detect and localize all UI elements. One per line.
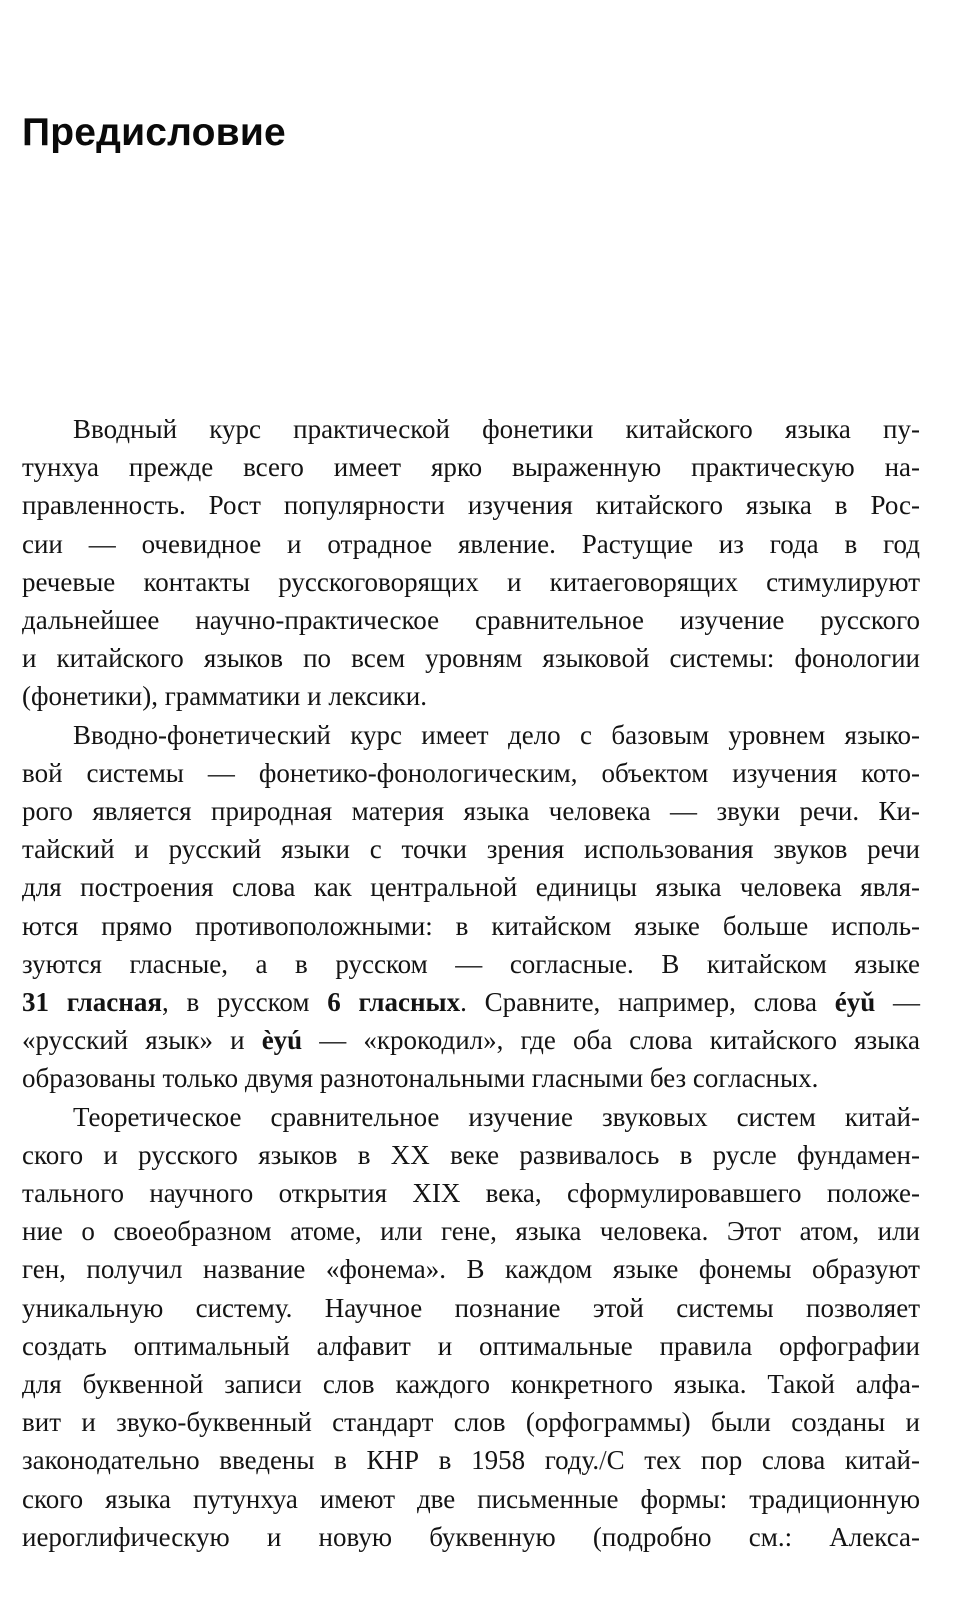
text-line: создать оптимальный алфавит и оптимальные правила орфографии	[22, 1330, 920, 1361]
text-line: Теоретическое сравнительное изучение звуковых систем китай-	[73, 1101, 920, 1132]
text-line: тального научного открытия XIX века, сформулировавшего положе-	[22, 1178, 920, 1209]
text-line: Вводный курс практической фонетики китайского языка пу-	[73, 414, 920, 444]
text-line: (фонетики), грамматики и лексики.	[22, 681, 427, 712]
text-line: ского языка путунхуа имеют две письменные формы: традиционную	[22, 1483, 920, 1514]
text-fragment: законодательно введены в КНР в 1958 году.	[22, 1445, 600, 1476]
paragraph-3	[22, 1098, 920, 1556]
text-line: Вводно-фонетический курс имеет дело с базовым уровнем языко-	[73, 719, 920, 750]
text-line: ются прямо противоположными: в китайском языке больше исполь-	[22, 910, 920, 941]
text-line: дальнейшее научно-практическое сравнительное изучение русского	[22, 605, 920, 636]
emphasis-vowel-count-chinese: 31 гласная	[22, 987, 162, 1018]
text-fragment: С тех пор слова китай-	[606, 1445, 920, 1476]
paragraph-1	[22, 410, 920, 716]
text-line: образованы только двумя разнотональными гласными без согласных.	[22, 1063, 819, 1094]
text-line: уникальную систему. Научное познание этой системы позволяет	[22, 1292, 920, 1323]
pinyin-word-eyu-crocodile: èyú	[261, 1025, 303, 1056]
text-line: речевые контакты русскоговорящих и китаеговорящих стимулируют	[22, 566, 920, 597]
body-text	[22, 410, 920, 1556]
text-fragment: «русский язык» и	[22, 1025, 262, 1056]
stray-scan-mark: /	[599, 1445, 607, 1476]
text-fragment: , в русском	[161, 987, 328, 1018]
text-line: ние о своеобразном атоме, или гене, языка человека. Этот атом, или	[22, 1216, 920, 1247]
text-line-with-emphasis	[22, 1021, 920, 1059]
text-line-with-mark	[22, 1441, 920, 1479]
text-fragment: . Сравните, например, слова	[460, 987, 835, 1018]
text-line: ского и русского языков в XX веке развивалось в русле фундамен-	[22, 1139, 920, 1170]
pinyin-word-eyu-russian: éyǔ	[834, 987, 876, 1018]
text-line: зуются гласные, а в русском — согласные. В китайском языке	[22, 948, 920, 979]
text-line-with-emphasis	[22, 983, 920, 1021]
text-line: иероглифическую и новую буквенную (подробно см.: Алекса-	[22, 1521, 920, 1552]
text-line: рого является природная материя языка человека — звуки речи. Ки-	[22, 796, 920, 827]
emphasis-vowel-count-russian: 6 гласных	[327, 987, 461, 1018]
text-fragment: — «крокодил», где оба слова китайского языка	[302, 1025, 920, 1056]
text-line: вит и звуко-буквенный стандарт слов (орфограммы) были созданы и	[22, 1407, 920, 1438]
text-line: правленность. Рост популярности изучения китайского языка в Рос-	[22, 490, 920, 521]
chapter-title: Предисловие	[22, 111, 286, 154]
text-line: тайский и русский языки с точки зрения использования звуков речи	[22, 834, 920, 865]
text-line: для буквенной записи слов каждого конкретного языка. Такой алфа-	[22, 1369, 920, 1400]
text-line: ген, получил название «фонема». В каждом языке фонемы образуют	[22, 1254, 920, 1285]
text-line: для построения слова как центральной единицы языка человека явля-	[22, 872, 920, 903]
text-line: тунхуа прежде всего имеет ярко выраженную практическую на-	[22, 452, 920, 483]
text-fragment: —	[875, 987, 920, 1018]
text-line: вой системы — фонетико-фонологическим, объектом изучения кото-	[22, 757, 920, 788]
text-line: и китайского языков по всем уровням языковой системы: фонологии	[22, 643, 920, 674]
paragraph-2	[22, 716, 920, 1098]
text-line: сии — очевидное и отрадное явление. Растущие из года в год	[22, 528, 920, 559]
